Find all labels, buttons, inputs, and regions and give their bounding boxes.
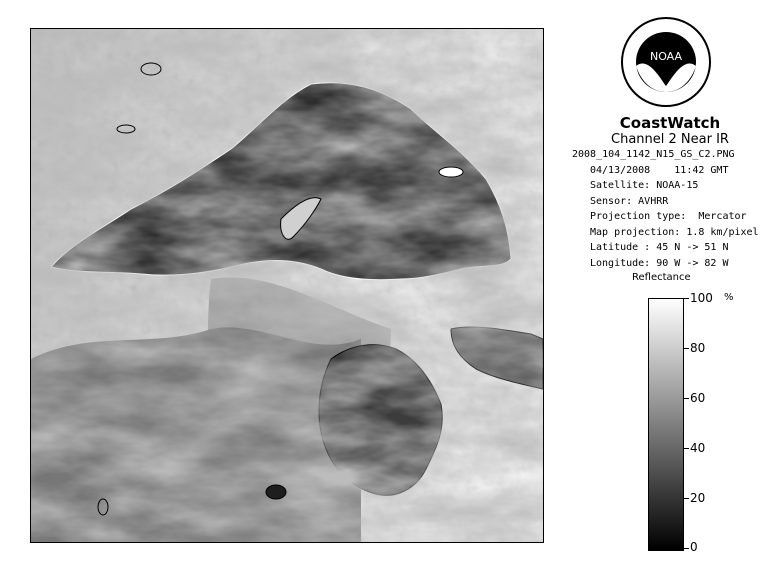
legend-title: Reflectance [632, 272, 691, 283]
tick-label: 40 [690, 441, 706, 455]
projection-type: Projection type: Mercator [590, 211, 747, 222]
legend-unit: % [724, 292, 734, 303]
map-projection: Map projection: 1.8 km/pixel [590, 226, 759, 238]
noaa-emblem-icon [620, 16, 712, 108]
satellite-imagery [31, 29, 543, 542]
acquisition-datetime: 04/13/2008 11:42 GMT [590, 164, 729, 176]
reflectance-colorbar [648, 298, 684, 551]
tick-label: 0 [690, 540, 698, 554]
tick-label: 20 [690, 491, 706, 505]
tick-mark [683, 498, 689, 499]
longitude-range: Longitude: 90 W -> 82 W [590, 257, 729, 269]
tick-label: 60 [690, 391, 706, 405]
sensor-label: Sensor: AVHRR [590, 195, 669, 207]
file-name: 2008_104_1142_N15_GS_C2.PNG [572, 149, 735, 160]
tick-mark [683, 398, 689, 399]
tick-mark [683, 348, 689, 349]
tick-mark [683, 448, 689, 449]
latitude-range: Latitude : 45 N -> 51 N [590, 242, 729, 253]
noaa-logo [620, 16, 712, 108]
tick-label: 100 [690, 291, 713, 305]
tick-label: 80 [690, 341, 706, 355]
satellite-image [30, 28, 544, 543]
product-title: CoastWatch [619, 114, 721, 132]
tick-mark [683, 548, 689, 549]
tick-mark [683, 298, 689, 299]
channel-subtitle: Channel 2 Near IR [611, 132, 729, 147]
info-panel [560, 110, 780, 271]
satellite-label: Satellite: NOAA-15 [590, 180, 699, 191]
metadata-block [560, 147, 780, 271]
logo-text: NOAA [649, 50, 683, 63]
